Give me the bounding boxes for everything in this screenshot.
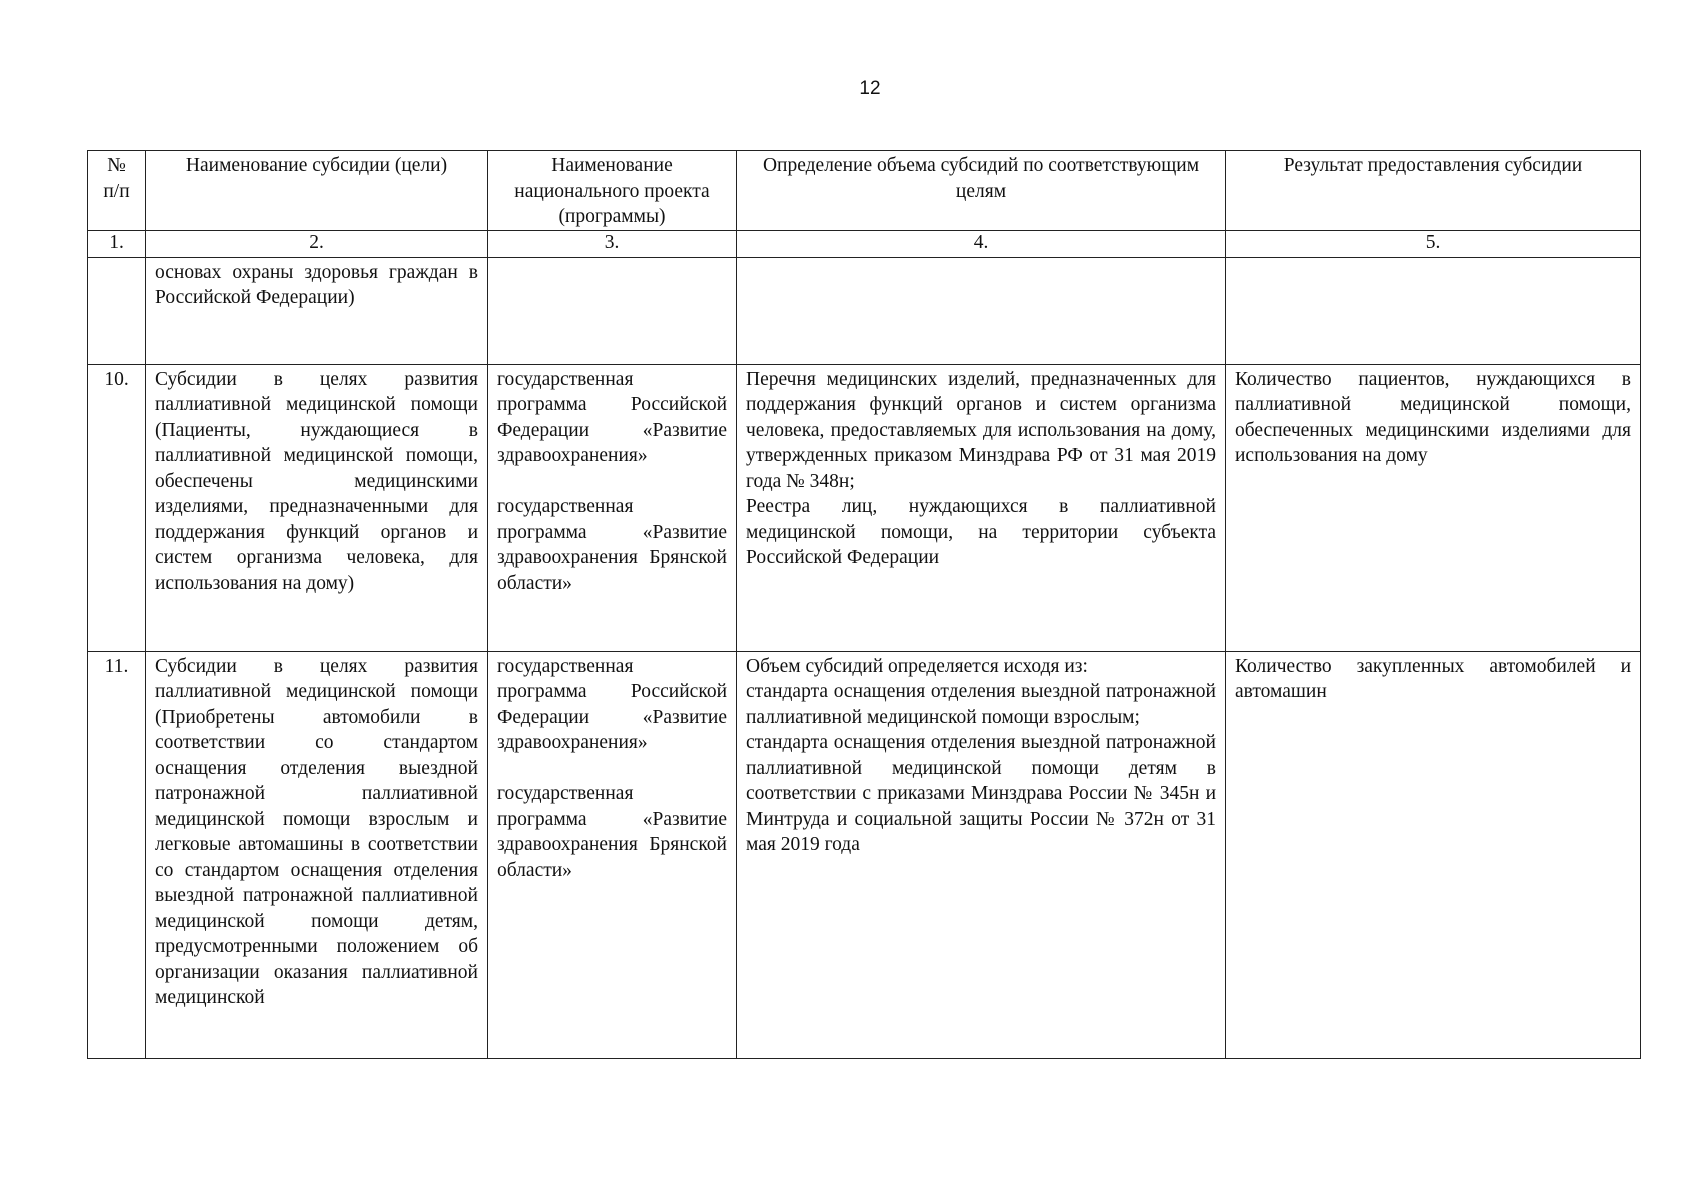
header-subsidy-name: Наименование субсидии (цели) [146,151,488,231]
program-regional: государственная программа «Развитие здравоохранения Брянской области» [497,496,727,594]
volume-item: Перечня медицинских изделий, предназначенных для поддержания функций органов и систем организма человека, предоставляемых для использования на дому, утвержденных приказом Минздрава РФ от 31 мая 2019 года № 348н; [746,368,1216,492]
table-row [88,651,1641,1058]
column-number-row [88,230,1641,257]
subsidy-name: Субсидии в целях развития паллиативной медицинской помощи (Приобретены автомобили в соответствии со стандартом оснащения отделения выездной патронажной паллиативной медицинской помощи взрослым и легковые автомашины в соответствии со стандартом оснащения отделения выездной патронажной паллиативной медицинской помощи детям, предусмотренными положением об организации оказания паллиативной медицинской [146,651,488,1058]
column-number: 4. [737,230,1226,257]
row-number: 11. [88,651,146,1058]
program-regional: государственная программа «Развитие здравоохранения Брянской области» [497,783,727,881]
volume-definition [737,651,1226,1058]
volume-item: стандарта оснащения отделения выездной патронажной паллиативной медицинской помощи детям в соответствии с приказами Минздрава России № 345н и Минтруда и социальной защиты России № 372н от 31 мая 2019 года [746,732,1216,855]
program-federal: государственная программа Российской Федерации «Развитие здравоохранения» [497,368,727,466]
column-number: 5. [1226,230,1641,257]
row-number: 10. [88,364,146,651]
program-federal: государственная программа Российской Федерации «Развитие здравоохранения» [497,655,727,753]
national-project [488,257,737,364]
subsidy-name: основах охраны здоровья граждан в Российской Федерации) [146,257,488,364]
column-number: 1. [88,230,146,257]
table-row [88,257,1641,364]
result: Количество закупленных автомобилей и автомашин [1226,651,1641,1058]
national-project [488,364,737,651]
header-result: Результат предоставления субсидии [1226,151,1641,231]
volume-item: Объем субсидий определяется исходя из: [746,655,1088,677]
page-number: 12 [859,78,881,99]
volume-definition [737,364,1226,651]
table-header-row [88,151,1641,231]
table-row [88,364,1641,651]
national-project [488,651,737,1058]
subsidy-name: Субсидии в целях развития паллиативной медицинской помощи (Пациенты, нуждающиеся в паллиативной медицинской помощи, обеспечены медицинскими изделиями, предназначенными для поддержания функций органов и систем организма человека, для использования на дому) [146,364,488,651]
row-number [88,257,146,364]
result: Количество пациентов, нуждающихся в паллиативной медицинской помощи, обеспеченных медицинскими изделиями для использования на дому [1226,364,1641,651]
subsidy-table [87,150,1641,1059]
column-number: 2. [146,230,488,257]
volume-item: Реестра лиц, нуждающихся в паллиативной медицинской помощи, на территории субъекта Российской Федерации [746,496,1216,568]
volume-definition [737,257,1226,364]
header-national-project: Наименование национального проекта (программы) [488,151,737,231]
header-volume-definition: Определение объема субсидий по соответствующим целям [737,151,1226,231]
volume-item: стандарта оснащения отделения выездной патронажной паллиативной медицинской помощи взрослым; [746,681,1216,728]
result [1226,257,1641,364]
column-number: 3. [488,230,737,257]
header-number: № п/п [88,151,146,231]
